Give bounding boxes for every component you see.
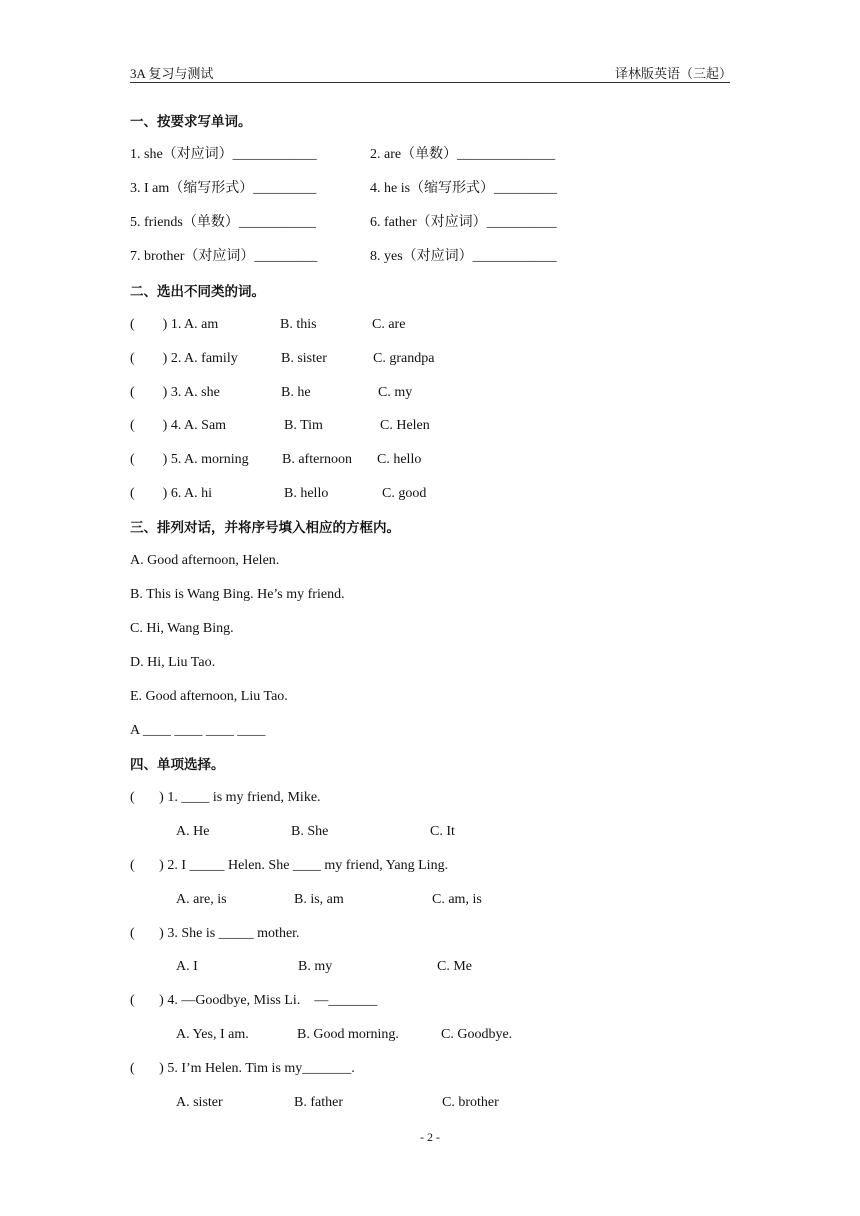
s2-row-3-option-c: C. my — [378, 385, 413, 400]
s1-item-7: 7. brother（对应词）_________ — [130, 249, 318, 264]
s4-q4-option-a: A. Yes, I am. — [176, 1027, 249, 1042]
s4-q3-option-b: B. my — [298, 959, 333, 974]
s1-item-1: 1. she（对应词）____________ — [130, 147, 317, 162]
s1-item-4: 4. he is（缩写形式）_________ — [370, 181, 558, 196]
s2-row-4-option-b: B. Tim — [284, 418, 323, 433]
s2-row-2-question: ( ) 2. A. family — [130, 351, 238, 366]
s2-row-1-option-c: C. are — [372, 317, 406, 332]
s4-q4-question: ( ) 4. —Goodbye, Miss Li. —_______ — [130, 993, 378, 1008]
s2-row-2-option-c: C. grandpa — [373, 351, 435, 366]
section-2-title: 二、选出不同类的词。 — [130, 284, 265, 300]
s4-q1-option-a: A. He — [176, 824, 210, 839]
s4-q3-option-c: C. Me — [437, 959, 472, 974]
s4-q4-option-b: B. Good morning. — [297, 1027, 399, 1042]
s2-row-4-question: ( ) 4. A. Sam — [130, 418, 227, 433]
s4-q1-question: ( ) 1. ____ is my friend, Mike. — [130, 790, 321, 805]
s1-item-3: 3. I am（缩写形式）_________ — [130, 181, 317, 196]
s2-row-5-option-b: B. afternoon — [282, 452, 352, 467]
section-1-title: 一、按要求写单词。 — [130, 114, 252, 130]
s2-row-4-option-c: C. Helen — [380, 418, 430, 433]
s4-q4-option-c: C. Goodbye. — [441, 1027, 513, 1042]
s3-answer-line: A ____ ____ ____ ____ — [130, 723, 266, 738]
header-right: 译林版英语（三起） — [614, 66, 732, 81]
s3-line-c: C. Hi, Wang Bing. — [130, 621, 234, 636]
s2-row-6-option-b: B. hello — [284, 486, 329, 501]
s2-row-2-option-b: B. sister — [281, 351, 327, 366]
s4-q2-question: ( ) 2. I _____ Helen. She ____ my friend, Yang Ling. — [130, 858, 449, 873]
s2-row-3-option-b: B. he — [281, 385, 311, 400]
s2-row-1-question: ( ) 1. A. am — [130, 317, 219, 332]
s3-line-b: B. This is Wang Bing. He’s my friend. — [130, 587, 345, 602]
s2-row-6-option-c: C. good — [382, 486, 427, 501]
page-number: - 2 - — [420, 1130, 440, 1144]
s4-q3-option-a: A. I — [176, 959, 198, 974]
s4-q1-option-c: C. It — [430, 824, 455, 839]
s2-row-3-question: ( ) 3. A. she — [130, 385, 220, 400]
section-4-title: 四、单项选择。 — [130, 757, 225, 773]
s1-item-8: 8. yes（对应词）____________ — [370, 249, 557, 264]
s4-q2-option-b: B. is, am — [294, 892, 344, 907]
s2-row-5-question: ( ) 5. A. morning — [130, 452, 249, 467]
s1-item-6: 6. father（对应词）__________ — [370, 215, 557, 230]
s1-item-2: 2. are（单数）______________ — [370, 147, 556, 162]
header-left: 3A 复习与测试 — [130, 66, 214, 81]
header-divider — [130, 82, 730, 83]
s4-q5-question: ( ) 5. I’m Helen. Tim is my_______. — [130, 1061, 355, 1076]
s4-q5-option-c: C. brother — [442, 1095, 499, 1110]
s4-q5-option-a: A. sister — [176, 1095, 223, 1110]
s3-line-d: D. Hi, Liu Tao. — [130, 655, 216, 670]
s3-line-a: A. Good afternoon, Helen. — [130, 553, 280, 568]
s4-q3-question: ( ) 3. She is _____ mother. — [130, 926, 300, 941]
s2-row-6-question: ( ) 6. A. hi — [130, 486, 213, 501]
section-3-title: 三、排列对话，并将序号填入相应的方框内。 — [130, 520, 400, 536]
s2-row-1-option-b: B. this — [280, 317, 317, 332]
s4-q2-option-c: C. am, is — [432, 892, 482, 907]
s2-row-5-option-c: C. hello — [377, 452, 422, 467]
s4-q1-option-b: B. She — [291, 824, 329, 839]
s4-q2-option-a: A. are, is — [176, 892, 227, 907]
s1-item-5: 5. friends（单数）___________ — [130, 215, 316, 230]
s3-line-e: E. Good afternoon, Liu Tao. — [130, 689, 288, 704]
s4-q5-option-b: B. father — [294, 1095, 343, 1110]
